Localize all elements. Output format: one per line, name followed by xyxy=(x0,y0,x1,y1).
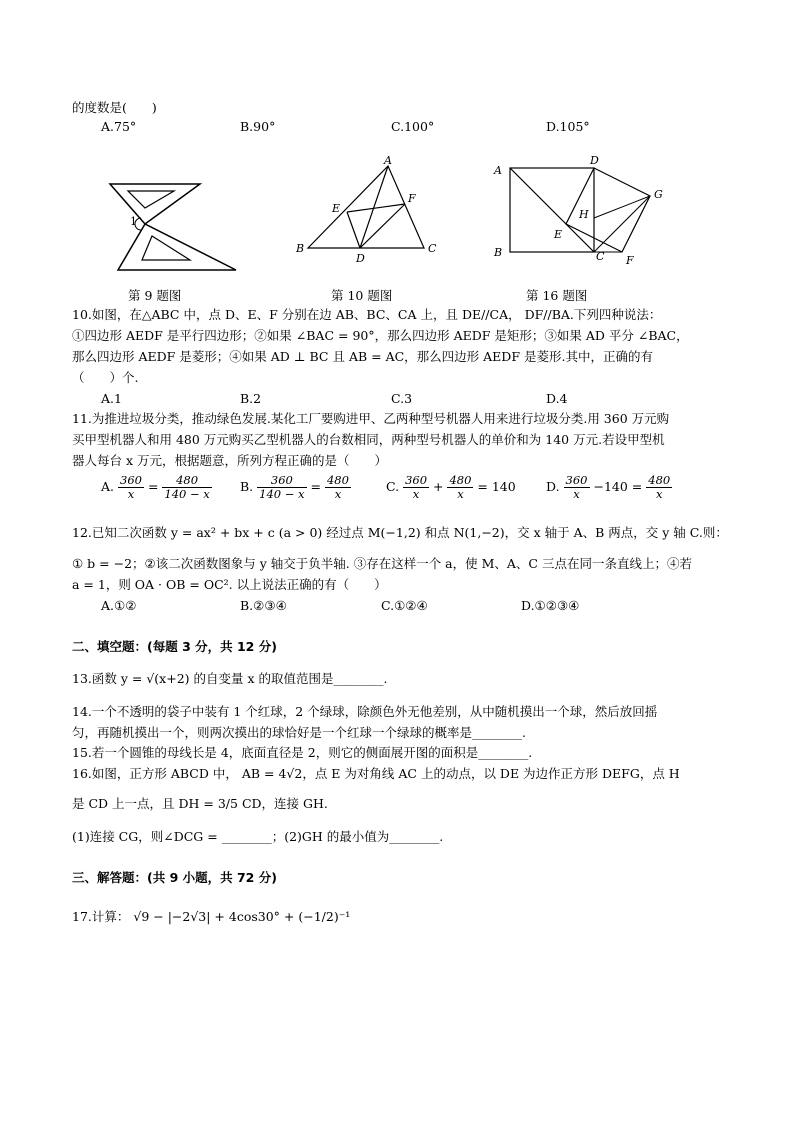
angle-1-label: 1 xyxy=(130,215,137,228)
label-B: B xyxy=(296,242,305,255)
q16-line3: (1)连接 CG，则∠DCG = ________；(2)GH 的最小值为________. xyxy=(72,829,444,844)
fig16-caption: 第 16 题图 xyxy=(526,288,588,303)
label-E: E xyxy=(554,228,563,241)
q11-option-d: D. $\frac{360}{x}$ −140 = $\frac{480}{x}$ xyxy=(546,473,671,501)
q9-option-a: A.75° xyxy=(101,119,137,134)
label-A: A xyxy=(384,154,392,167)
q11-option-c: C. $\frac{360}{x}$ + $\frac{480}{x}$ = 140 xyxy=(386,473,516,501)
label-D: D xyxy=(590,154,599,167)
figure-10 xyxy=(290,152,450,268)
label-D: D xyxy=(356,252,365,265)
q11-line2: 买甲型机器人和用 480 万元购买乙型机器人的台数相同，两种型号机器人的单价和为 140 万元.若设甲型机 xyxy=(72,432,665,447)
q13-text: 13.函数 y = √(x+2) 的自变量 x 的取值范围是________. xyxy=(72,671,388,686)
figure-16 xyxy=(490,152,680,270)
label-C: C xyxy=(596,250,605,263)
q14-line1: 14.一个不透明的袋子中装有 1 个红球，2 个绿球，除颜色外无他差别，从中随机摸出一个球，然后放回摇 xyxy=(72,704,658,719)
q11-option-b: B. $\frac{360}{140 - x}$ = $\frac{480}{x}$ xyxy=(240,473,349,501)
q15-text: 15.若一个圆锥的母线长是 4，底面直径是 2，则它的侧面展开图的面积是________. xyxy=(72,745,533,760)
fig9-caption: 第 9 题图 xyxy=(128,288,182,303)
q16-line2: 是 CD 上一点，且 DH = 3/5 CD，连接 GH. xyxy=(72,796,328,811)
q12-line1: 12.已知二次函数 y = ax² + bx + c (a > 0) 经过点 M(−1,2) 和点 N(1,−2)，交 x 轴于 A、B 两点，交 y 轴 C.则： xyxy=(72,525,728,540)
q11-option-a: A. $\frac{360}{x}$ = $\frac{480}{140 - x}$ xyxy=(101,473,210,501)
fig10-caption: 第 10 题图 xyxy=(331,288,393,303)
q14-line2: 匀，再随机摸出一个，则两次摸出的球恰好是一个红球一个绿球的概率是________. xyxy=(72,725,526,740)
q12-option-a: A.①② xyxy=(101,598,137,613)
q10-line1: 10.如图，在△ABC 中，点 D、E、F 分别在边 AB、BC、CA 上，且 DE//CA， DF//BA.下列四种说法： xyxy=(72,307,662,322)
q17-text: 17.计算： √9 − |−2√3| + 4cos30° + (−1/2)⁻¹ xyxy=(72,909,351,924)
q12-option-d: D.①②③④ xyxy=(521,598,580,613)
q10-line2: ①四边形 AEDF 是平行四边形；②如果 ∠BAC = 90°，那么四边形 AEDF 是矩形；③如果 AD 平分 ∠BAC， xyxy=(72,328,689,343)
q11-line1: 11.为推进垃圾分类，推动绿色发展.某化工厂要购进甲、乙两种型号机器人用来进行垃圾分类.用 360 万元购 xyxy=(72,411,670,426)
q12-line2: ① b = −2；②该二次函数图象与 y 轴交于负半轴. ③存在这样一个 a，使 M、A、C 三点在同一条直线上；④若 xyxy=(72,556,692,571)
q16-line1: 16.如图，正方形 ABCD 中， AB = 4√2，点 E 为对角线 AC 上的动点，以 DE 为边作正方形 DEFG，点 H xyxy=(72,766,680,781)
label-H: H xyxy=(579,208,589,221)
label-C: C xyxy=(428,242,437,255)
q11-line3: 器人每台 x 万元，根据题意，所列方程正确的是（ ） xyxy=(72,453,387,468)
q10-option-d: D.4 xyxy=(546,391,568,406)
section3-title: 三、解答题：(共 9 小题，共 72 分) xyxy=(72,870,277,885)
q10-line3: 那么四边形 AEDF 是菱形；④如果 AD ⊥ BC 且 AB = AC，那么四边形 AEDF 是菱形.其中，正确的有 xyxy=(72,349,653,364)
q10-option-c: C.3 xyxy=(391,391,413,406)
section2-title: 二、填空题：(每题 3 分，共 12 分) xyxy=(72,639,277,654)
q9-option-b: B.90° xyxy=(240,119,276,134)
label-B: B xyxy=(494,246,503,259)
label-E: E xyxy=(332,202,341,215)
q12-option-b: B.②③④ xyxy=(240,598,287,613)
figure-9 xyxy=(100,180,260,276)
q10-option-b: B.2 xyxy=(240,391,262,406)
label-A: A xyxy=(494,164,502,177)
q9-option-d: D.105° xyxy=(546,119,590,134)
q12-line3: a = 1，则 OA · OB = OC². 以上说法正确的有（ ） xyxy=(72,577,387,592)
q10-line4: （ ）个. xyxy=(72,370,139,385)
label-G: G xyxy=(654,188,663,201)
q12-option-c: C.①②④ xyxy=(381,598,428,613)
label-F: F xyxy=(626,254,634,267)
q10-option-a: A.1 xyxy=(101,391,122,406)
label-F: F xyxy=(408,192,416,205)
q9-option-c: C.100° xyxy=(391,119,435,134)
q9-tail: 的度数是( ) xyxy=(72,100,157,115)
